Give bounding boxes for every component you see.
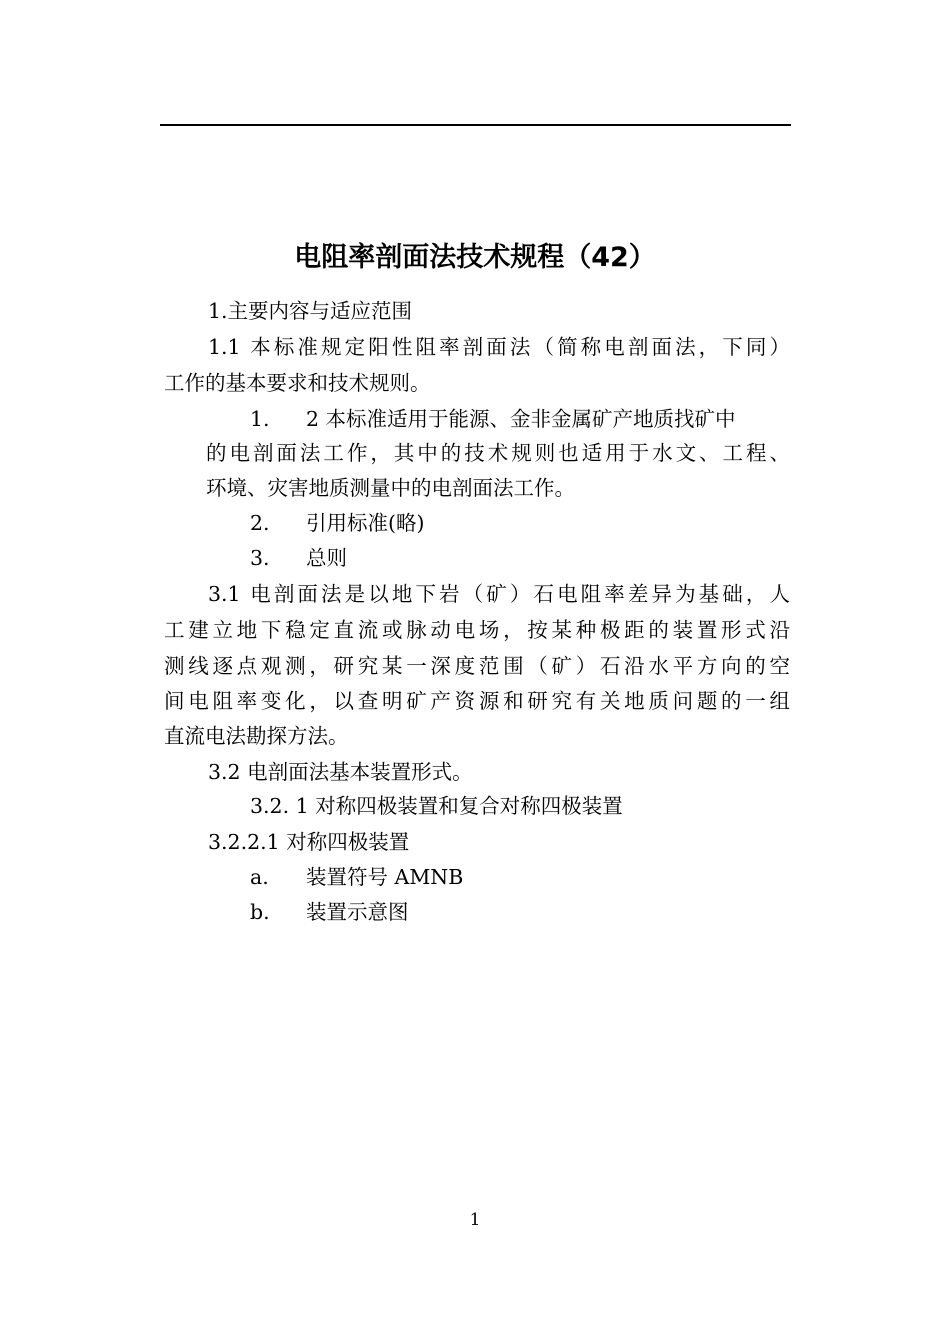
paragraph-line: 引用标准(略)	[306, 511, 425, 535]
paragraph-line: 直流电法勘探方法。	[164, 724, 349, 748]
list-item	[250, 508, 425, 538]
list-item	[250, 862, 463, 892]
paragraph-line: 1.1 本标准规定阳性阻率剖面法（简称电剖面法，下同）	[208, 335, 790, 359]
list-label: a.	[250, 865, 269, 889]
paragraph-line: 间电阻率变化，以查明矿产资源和研究有关地质问题的一组	[164, 689, 790, 713]
paragraph-line: 环境、灾害地质测量中的电剖面法工作。	[206, 476, 575, 500]
paragraph-line: 3.1 电剖面法是以地下岩（矿）石电阻率差异为基础，人	[208, 582, 790, 606]
page-number: 1	[469, 1210, 481, 1230]
document-title: 电阻率剖面法技术规程（42）	[294, 242, 656, 273]
list-item	[250, 897, 409, 927]
paragraph-line: 工建立地下稳定直流或脉动电场，按某种极距的装置形式沿	[164, 618, 790, 642]
section-heading: 1.主要内容与适应范围	[208, 299, 413, 323]
list-label: 1.	[250, 407, 270, 431]
header-rule	[160, 124, 791, 126]
list-label: 3.	[250, 546, 270, 570]
paragraph-line: 的电剖面法工作，其中的技术规则也适用于水文、工程、	[206, 441, 790, 465]
list-item	[250, 404, 790, 434]
section-heading: 3.2. 1 对称四极装置和复合对称四极装置	[250, 794, 623, 818]
list-label: b.	[250, 900, 270, 924]
section-heading: 3.2 电剖面法基本装置形式。	[208, 760, 473, 784]
section-heading: 3.2.2.1 对称四极装置	[208, 830, 410, 854]
paragraph-line: 测线逐点观测，研究某一深度范围（矿）石沿水平方向的空	[164, 654, 790, 678]
paragraph-line: 2 本标准适用于能源、金非金属矿产地质找矿中	[306, 407, 736, 431]
paragraph-line: 装置符号 AMNB	[306, 865, 464, 889]
list-item	[250, 543, 347, 573]
paragraph-line: 总则	[306, 546, 347, 570]
list-label: 2.	[250, 511, 270, 535]
paragraph-line: 工作的基本要求和技术规则。	[164, 371, 431, 395]
paragraph-line: 装置示意图	[306, 900, 409, 924]
